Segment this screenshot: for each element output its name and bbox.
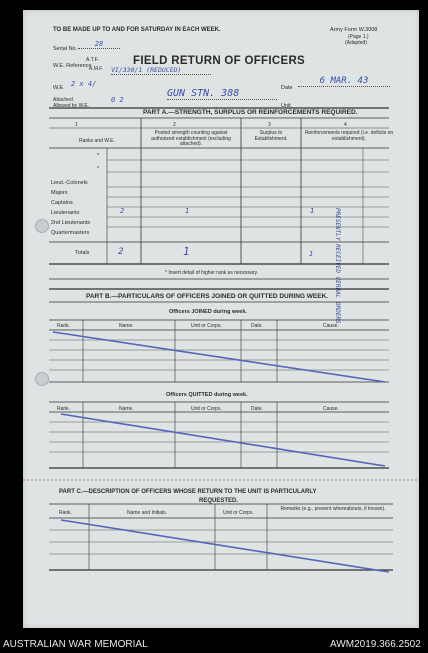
amf-label: A.M.F. bbox=[89, 66, 104, 72]
attached-value[interactable]: 0 2 bbox=[111, 96, 124, 104]
part-b-title: PART B.—PARTICULARS OF OFFICERS JOINED OR QUITTED DURING WEEK. bbox=[86, 293, 329, 300]
partc-col-rank: Rank. bbox=[59, 510, 73, 516]
totals-posted-value[interactable]: 1 bbox=[183, 245, 190, 258]
part-c-title-line-2: REQUESTED. bbox=[199, 498, 239, 504]
rank-row-higher-1: * bbox=[97, 153, 100, 159]
instruction-text: TO BE MADE UP TO AND FOR SATURDAY IN EACH WEEK. bbox=[53, 27, 221, 33]
col-header-ranks: Ranks and W.E. bbox=[79, 138, 115, 144]
unit-label: Unit bbox=[281, 103, 291, 109]
attached-label: Attached bbox=[53, 97, 73, 103]
joined-col-cause: Cause. bbox=[323, 323, 339, 329]
quitted-col-name: Name. bbox=[119, 406, 134, 412]
reinforcements-note[interactable]: PRESENTLY RECEIVED VERBAL ORDERS bbox=[334, 208, 341, 324]
col-number-4: 4 bbox=[344, 122, 347, 128]
col-header-reinforcements: Reinforcements required (i.e. deficits on establishment). bbox=[304, 130, 394, 142]
rank-row-captains: Captains bbox=[51, 200, 73, 206]
rank-row-higher-2: * bbox=[97, 166, 100, 172]
col-header-surplus: Surplus to Establishment. bbox=[254, 130, 288, 142]
quitted-col-date: Date. bbox=[251, 406, 263, 412]
allowed-label: Allowed by W.E. bbox=[53, 103, 90, 109]
serial-value[interactable]: 28 bbox=[78, 40, 120, 49]
totals-we-value[interactable]: 2 bbox=[118, 247, 124, 257]
page-number: (Page 1.) bbox=[348, 34, 369, 40]
adapted-note: (Adapted) bbox=[345, 40, 367, 46]
col-number-2: 2 bbox=[173, 122, 176, 128]
col-number-3: 3 bbox=[268, 122, 271, 128]
part-a-footnote: * Insert detail of higher rank as necessary. bbox=[165, 270, 259, 276]
rank-row-2nd-lieutenants: 2nd Lieutenants bbox=[51, 220, 91, 226]
we-reference-value[interactable]: VI/330/1 (REDUCED) bbox=[111, 66, 211, 75]
we-lieutenants-value[interactable]: 2 bbox=[120, 207, 125, 215]
joined-col-rank: Rank. bbox=[57, 323, 71, 329]
unit-value[interactable]: GUN STN. 388 bbox=[167, 88, 277, 100]
partc-col-name: Name and Initials. bbox=[127, 510, 168, 516]
part-a-title: PART A.—STRENGTH, SURPLUS OR REINFORCEMENTS REQUIRED. bbox=[143, 109, 358, 116]
totals-reinf-value[interactable]: 1 bbox=[309, 250, 314, 258]
rank-row-majors: Majors bbox=[51, 190, 68, 196]
rank-row-lieutenants: Lieutenants bbox=[51, 210, 80, 216]
partc-col-remarks: Remarks (e.g., present whereabouts, if known). bbox=[280, 506, 386, 512]
footer-accession-number: AWM2019.366.2502 bbox=[330, 639, 421, 650]
form-title: FIELD RETURN OF OFFICERS bbox=[133, 55, 306, 67]
quitted-title: Officers QUITTED during week. bbox=[166, 392, 248, 398]
rank-row-quartermasters: Quartermasters bbox=[51, 230, 90, 236]
army-form-number: Army Form W.3008 bbox=[330, 27, 378, 33]
partc-col-unit: Unit or Corps. bbox=[223, 510, 254, 516]
serial-label: Serial No. bbox=[53, 46, 78, 52]
joined-title: Officers JOINED during week. bbox=[169, 309, 247, 315]
joined-col-unit: Unit or Corps. bbox=[191, 323, 222, 329]
totals-label: Totals bbox=[75, 250, 90, 256]
reinf-lieutenants-value[interactable]: 1 bbox=[310, 207, 315, 215]
we-label: W.E. bbox=[53, 85, 65, 91]
part-c-title-line-1: PART C.—DESCRIPTION OF OFFICERS WHOSE RETURN TO THE UNIT IS PARTICULARLY bbox=[59, 489, 317, 495]
joined-col-date: Date. bbox=[251, 323, 263, 329]
quitted-col-rank: Rank. bbox=[57, 406, 71, 412]
date-value[interactable]: 6 MAR. 43 bbox=[298, 76, 390, 87]
col-header-posted: Posted strength counting against authorized establishment (excluding attached). bbox=[151, 130, 231, 147]
rank-row-lieut-colonels: Lieut.-Colonels bbox=[51, 180, 88, 186]
col-number-1: 1 bbox=[75, 122, 78, 128]
quitted-col-unit: Unit or Corps. bbox=[191, 406, 222, 412]
quitted-col-cause: Cause. bbox=[323, 406, 339, 412]
we-reference-label: W.E. Reference bbox=[53, 63, 92, 69]
posted-lieutenants-value[interactable]: 1 bbox=[185, 207, 190, 215]
date-label: Date bbox=[281, 85, 293, 91]
joined-col-name: Name. bbox=[119, 323, 134, 329]
footer-credit: AUSTRALIAN WAR MEMORIAL bbox=[3, 639, 148, 650]
atf-label: A.T.F. bbox=[86, 57, 99, 63]
we-value[interactable]: 2 x 4/ bbox=[71, 80, 97, 88]
